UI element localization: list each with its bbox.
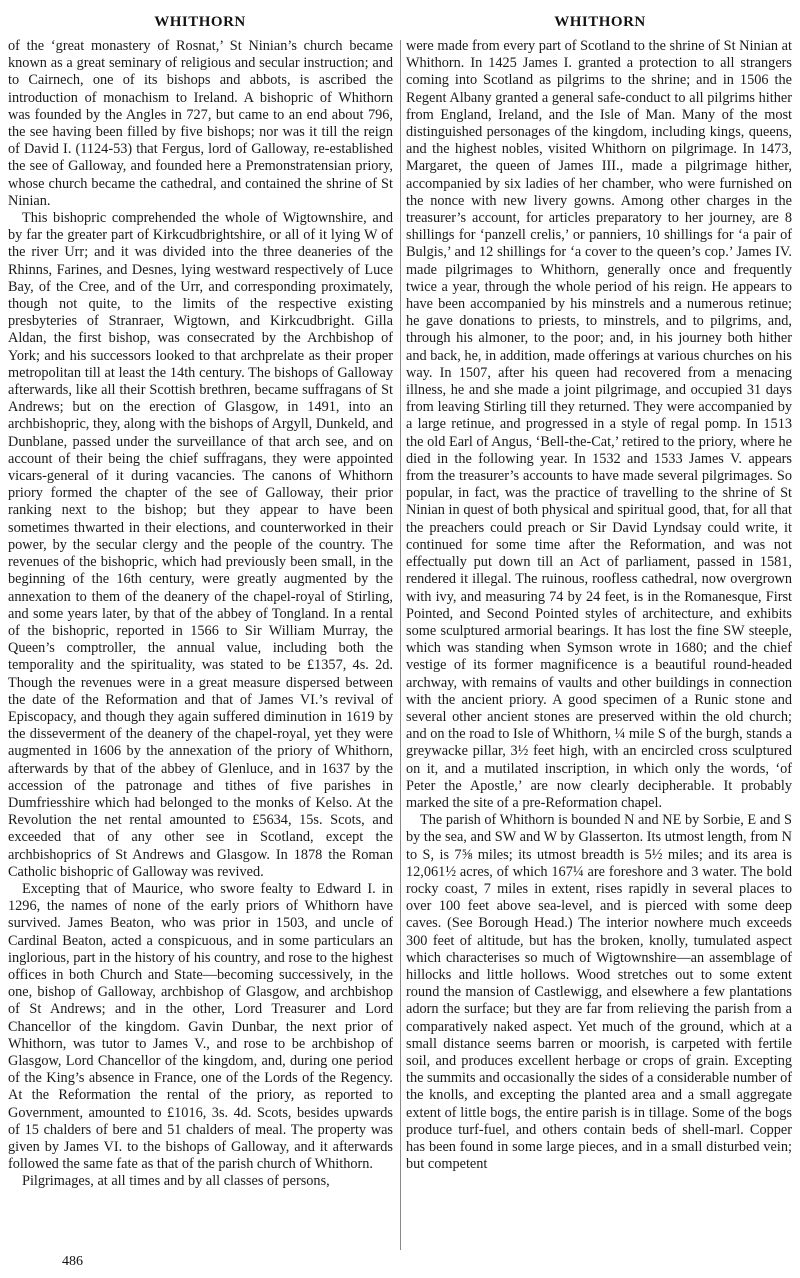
column-divider (400, 40, 401, 1250)
paragraph: Excepting that of Maurice, who swore fealty to Edward I. in 1296, the names of none of the early priors of Whithorn have survived. James Beaton, who was prior in 1503, and uncle of Cardinal Beaton, acted a conspicuous, and in some particulars an inglorious, part in the history of his country, and rose to the highest offices in both Church and State—becoming successively, in the one, bishop of Galloway, archbishop of Glasgow, and archbishop of St Andrews; and in the other, Lord Treasurer and Lord Chancellor of the kingdom. Gavin Dunbar, the next prior of Whithorn, was tutor to James V., and rose to be archbishop of Glasgow, Lord Chancellor of the kingdom, and, during one period of the King’s absence in France, one of the Lords of the Regency. At the Reformation the rental of the priory, as reported to Government, amounted to £1016, 3s. 4d. Scots, besides upwards of 15 chalders of bere and 51 chalders of meal. The property was given by James VI. to the bishops of Galloway, and it afterwards followed the same fate as that of the parish church of Whithorn. (8, 880, 393, 1173)
running-header-left: WHITHORN (154, 14, 246, 30)
paragraph: Pilgrimages, at all times and by all classes of persons, (22, 1173, 330, 1190)
page-number: 486 (62, 1254, 83, 1269)
paragraph: This bishopric comprehended the whole of Wigtownshire, and by far the greater part of Kirkcudbrightshire, or all of it lying W of the river Urr; and it was divided into the three deaneries of the Rhinns, Farines, and Desnes, lying westward respectively of Luce Bay, of the Cree, and of the Urr, and corresponding proximately, though not quite, to the limits of the respective existing presbyteries of Stranraer, Wigtown, and Kirkcudbright. Gilla Aldan, the first bishop, was consecrated by the Archbishop of York; and his successors looked to that archprelate as their proper metropolitan till at least the 14th century. The bishops of Galloway afterwards, like all their Scottish brethren, became suffragans of St Andrews; but on the erection of Glasgow, in 1491, into an archbishopric, they, along with the bishops of Argyll, Dunkeld, and Dunblane, passed under the surveillance of that arch see, and on account of their being the chief suffragans, they were appointed vicars-general of it during vacancies. The canons of Whithorn priory formed the chapter of the see of Galloway, their prior ranking next to the bishop; but they appear to have been sometimes thwarted in their elections, and counterworked in their power, by the secular clergy and the people of the country. The revenues of the bishopric, which had previously been small, in the beginning of the 16th century, were greatly augmented by the annexation to them of the deanery of the chapel-royal of Stirling, and some years later, by that of the abbey of Tongland. In a rental of the bishopric, reported in 1566 to Sir William Murray, the Queen’s comptroller, the annual value, including both the temporality and the spirituality, was stated to be £1357, 4s. 2d. Though the revenues were in a great measure dispersed between the date of the Reformation and that of James VI.’s revival of Episcopacy, and though they again suffered diminution in 1619 by the disseverment of the deanery of the chapel-royal, yet they were augmented in 1606 by the annexation of the priory of Whithorn, afterwards by that of the abbey of Glenluce, and in 1637 by the accession of the patronage and tithes of five parishes in Dumfriesshire which had belonged to the monks of Kelso. At the Revolution the net rental amounted to £5634, 15s. Scots, and exceeded that of any other see in Scotland, except the archbishoprics of St Andrews and Glasgow. In 1878 the Roman Catholic bishopric of Galloway was revived. (8, 210, 393, 880)
paragraph: The parish of Whithorn is bounded N and NE by Sorbie, E and S by the sea, and SW and W by Glasserton. Its utmost length, from N to S, is 7⅝ miles; its utmost breadth is 5½ miles; and its area is 12,061½ acres, of which 167¼ are foreshore and 3 water. The bold rocky coast, 7 miles in extent, rises rapidly in several places to over 100 feet above sea-level, and is pierced with some deep caves. (See Borough Head.) The interior nowhere much exceeds 300 feet of altitude, but has the broken, knolly, tumulated aspect which characterises so much of Wigtownshire—an assemblage of hillocks and little hollows. Wood stretches out to some extent round the mansion of Castlewigg, and elsewhere a few plantations adorn the surface; but they are far from relieving the parish from a comparatively naked aspect. Yet much of the ground, which at a small distance seems barren or moorish, is carpeted with fertile soil, and produces excellent herbage or crops of grain. Excepting the summits and occasionally the sides of a considerable number of the knolls, and excepting the planted area and a small aggregate extent of little bogs, the entire parish is in tillage. Some of the bogs produce turf-fuel, and others contain beds of shell-marl. Copper has been found in some large pieces, and in a small disturbed vein; but competent (406, 812, 792, 1173)
paragraph: of the ‘great monastery of Rosnat,’ St Ninian’s church became known as a great seminary of religious and secular instruction; and to Cairnech, one of its bishops and abbots, is ascribed the introduction of monachism to Ireland. A bishopric of Whithorn was founded by the Angles in 727, but came to an end about 796, the see having been filled by five bishops; nor was it till the reign of David I. (1124-53) that Fergus, lord of Galloway, re-established the see of Galloway, and founded here a Premonstratensian priory, whose church became the cathedral, and contained the shrine of St Ninian. (8, 38, 393, 209)
running-header-right: WHITHORN (554, 14, 646, 30)
right-column (406, 38, 792, 1173)
paragraph: were made from every part of Scotland to the shrine of St Ninian at Whithorn. In 1425 James I. granted a protection to all strangers coming into Scotland as pilgrims to the shrine; and in 1506 the Regent Albany granted a general safe-conduct to all pilgrims hither from England, Ireland, and the Isle of Man. Many of the most distinguished personages of the kingdom, including kings, queens, and the highest nobles, visited Whithorn on pilgrimage. In 1473, Margaret, the queen of James III., made a pilgrimage hither, accompanied by six ladies of her chamber, who were furnished on the nonce with new livery gowns. Among other charges in the treasurer’s account, for articles preparatory to her journey, are 8 shillings for ‘panzell crelis,’ or panniers, 10 shillings for ‘a pair of Bulgis,’ and 12 shillings for ‘a cover to the queen’s cop.’ James IV. made pilgrimages to Whithorn, generally once and frequently twice a year, through the whole period of his reign. He appears to have been accompanied by his minstrels and a numerous retinue; he gave donations to priests, to minstrels, and to pilgrims, and, through his almoner, to the poor; and, in his journey both hither and back, he, in addition, made offerings at various churches on his way. In 1507, after his queen had recovered from a menacing illness, he and she made a joint pilgrimage, and occupied 31 days from leaving Stirling till they returned. They were accompanied by a large retinue, and progressed in a style of regal pomp. In 1513 the old Earl of Angus, ‘Bell-the-Cat,’ retired to the priory, where he died in the following year. In 1532 and 1533 James V. appears from the treasurer’s accounts to have made several pilgrimages. So popular, in fact, was the practice of travelling to the shrine of St Ninian in quest of both physical and spiritual good, that, for all that the preachers could preach or Sir David Lyndsay could write, it continued for some time after the Reformation, and was not effectually put down till an Act of parliament, passed in 1581, rendered it illegal. The ruinous, roofless cathedral, now overgrown with ivy, and measuring 74 by 24 feet, is in the Romanesque, First Pointed, and Second Pointed styles of architecture, and exhibits some sculptured armorial bearings. It has lost the fine SW steeple, which was standing when Symson wrote in 1680; and the chief vestige of its former magnificence is a beautiful round-headed archway, with remains of vaults and other buildings in connection with the ancient priory. A good specimen of a Runic stone and several other ancient stones are preserved within the old church; and on the road to Isle of Whithorn, ¼ mile S of the burgh, stands a greywacke pillar, 3½ feet high, with an encircled cross sculptured on it, and a mutilated inscription, in which only the words, ‘of Peter the Apostle,’ are now clearly decipherable. It probably marked the site of a pre-Reformation chapel. (406, 38, 792, 811)
left-column (8, 38, 393, 1191)
